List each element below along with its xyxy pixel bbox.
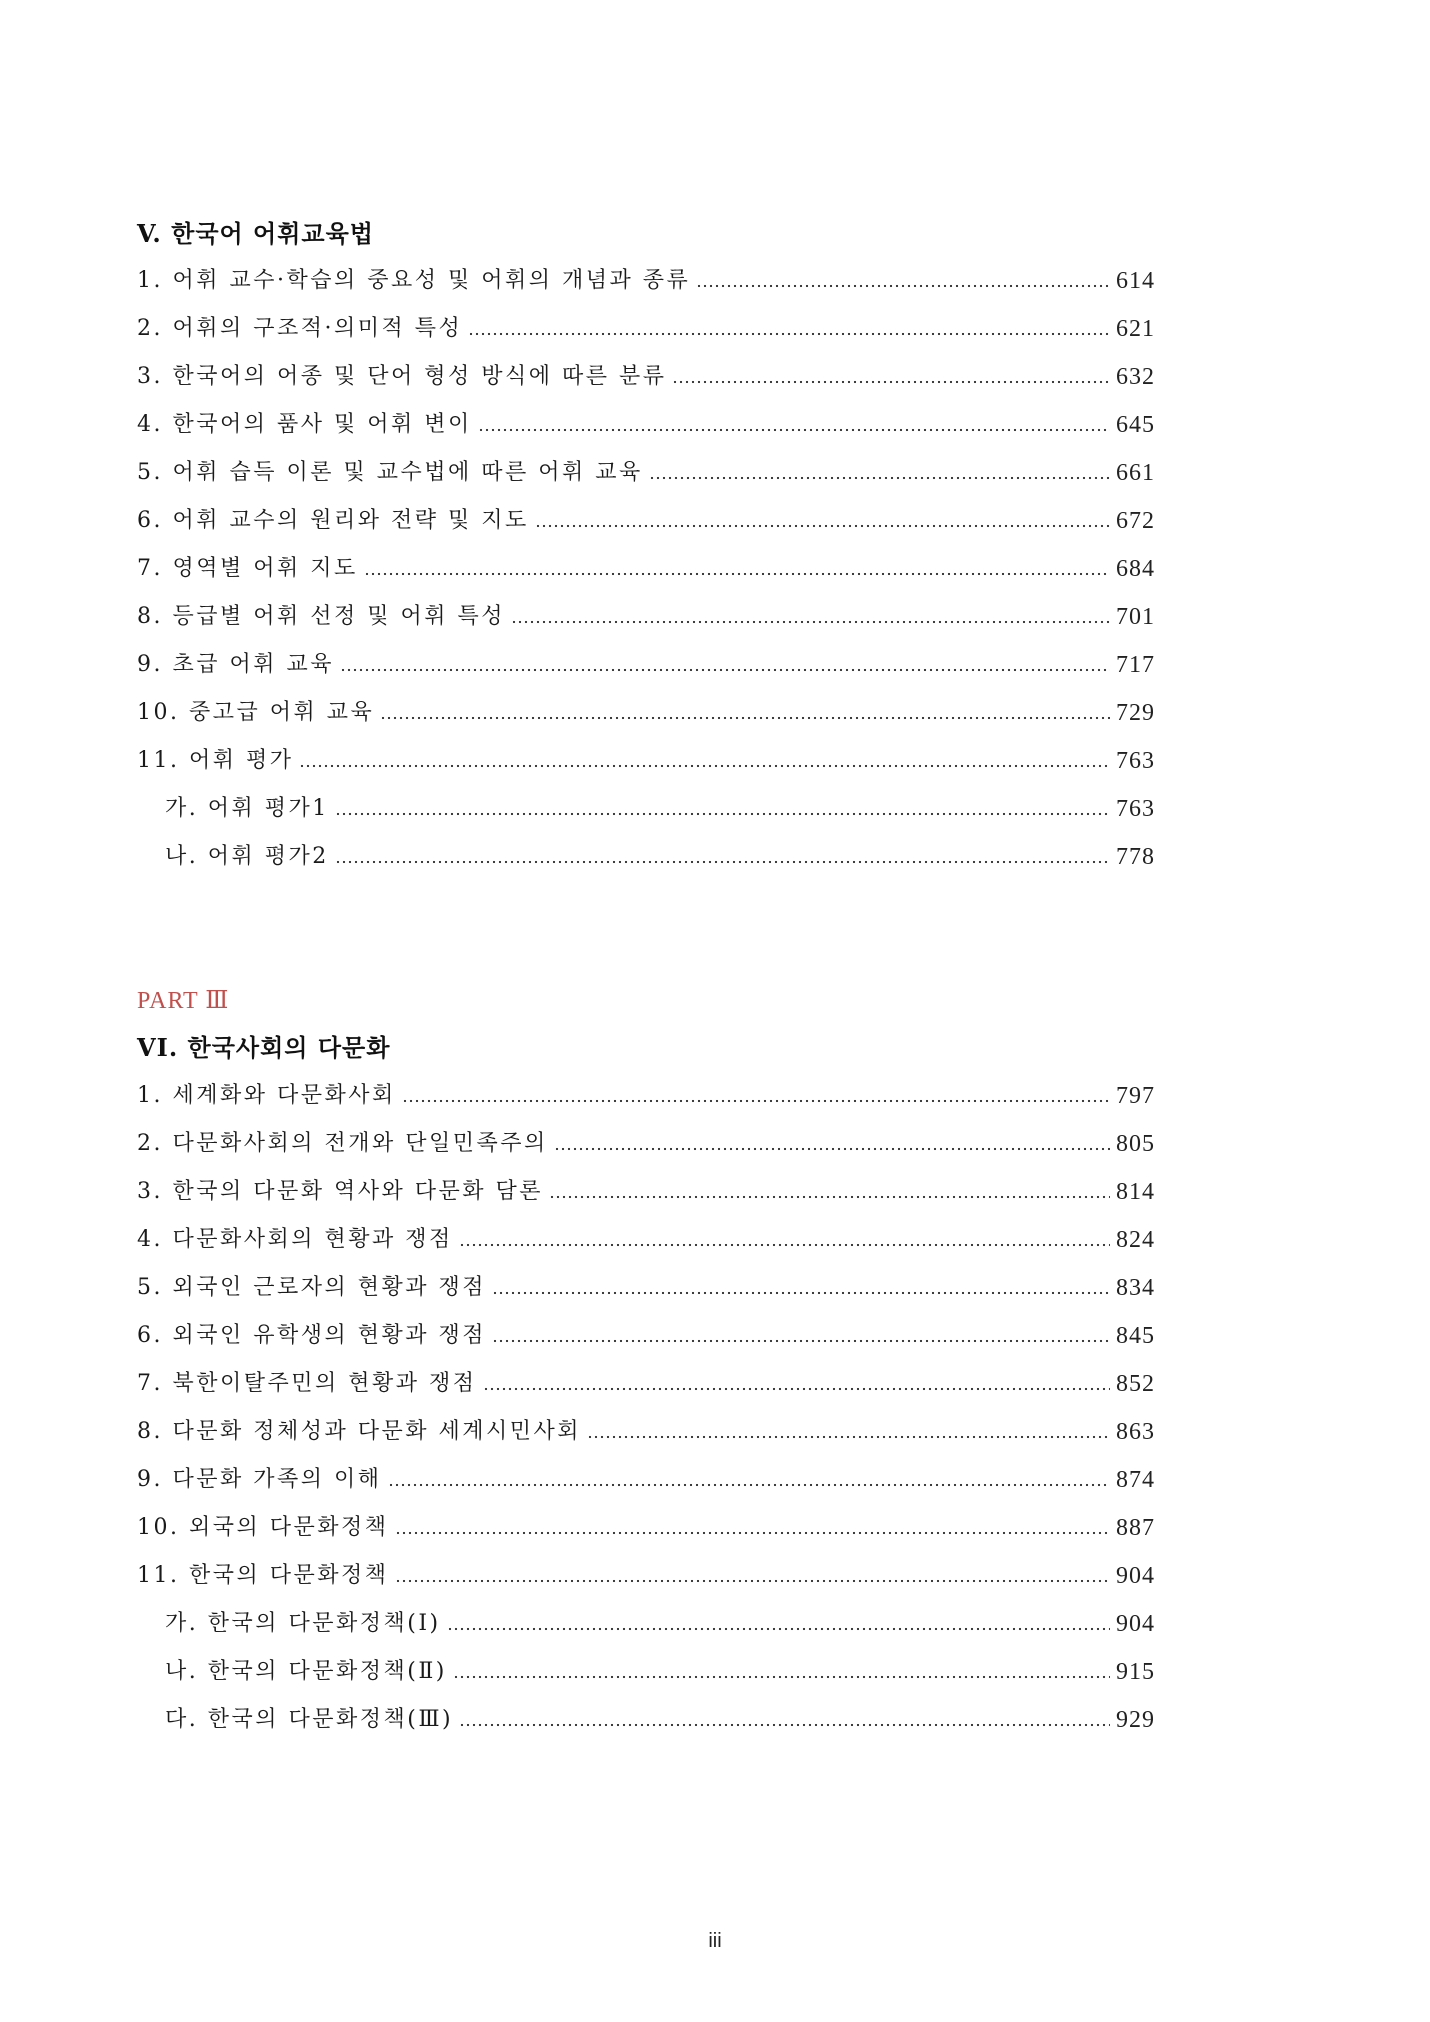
toc-entry[interactable] <box>137 1223 1155 1257</box>
toc-entry-page: 904 <box>1116 1563 1155 1589</box>
toc-entry-page: 915 <box>1116 1659 1155 1685</box>
toc-entry-page: 863 <box>1116 1419 1155 1445</box>
toc-entry-title: 4. 다문화사회의 현황과 쟁점 <box>137 1227 453 1252</box>
toc-entry-title: 나. 한국의 다문화정책(Ⅱ) <box>165 1659 447 1684</box>
toc-entry-title: 7. 영역별 어휘 지도 <box>137 556 358 581</box>
dot-leader <box>459 1242 1110 1248</box>
dot-leader <box>453 1674 1110 1680</box>
dot-leader <box>335 811 1110 817</box>
toc-entry[interactable] <box>137 312 1155 346</box>
section-heading-v: V. 한국어 어휘교육법 <box>137 219 374 248</box>
toc-entry-page: 672 <box>1116 508 1155 534</box>
dot-leader <box>696 283 1110 289</box>
toc-entry-title: 4. 한국어의 품사 및 어휘 변이 <box>137 412 472 437</box>
toc-entry-page: 763 <box>1116 748 1155 774</box>
toc-entry-page: 621 <box>1116 316 1155 342</box>
toc-entry-page: 929 <box>1116 1707 1155 1733</box>
toc-entry-title: 나. 어휘 평가2 <box>165 844 329 869</box>
toc-entry-title: 9. 초급 어휘 교육 <box>137 652 334 677</box>
toc-subentry[interactable] <box>165 1703 1155 1737</box>
toc-entry[interactable] <box>137 1415 1155 1449</box>
toc-entry-page: 645 <box>1116 412 1155 438</box>
toc-entry-title: 8. 등급별 어휘 선정 및 어휘 특성 <box>137 604 505 629</box>
dot-leader <box>587 1434 1110 1440</box>
toc-entry-title: 1. 어휘 교수·학습의 중요성 및 어휘의 개념과 종류 <box>137 268 691 293</box>
part-label: PART Ⅲ <box>137 988 230 1014</box>
dot-leader <box>511 619 1110 625</box>
toc-entry-page: 814 <box>1116 1179 1155 1205</box>
toc-entry-page: 845 <box>1116 1323 1155 1349</box>
toc-entry[interactable] <box>137 1127 1155 1161</box>
toc-entry-title: 11. 한국의 다문화정책 <box>137 1563 389 1588</box>
toc-subentry[interactable] <box>165 840 1155 874</box>
toc-entry-page: 874 <box>1116 1467 1155 1493</box>
toc-entry-title: 6. 어휘 교수의 원리와 전략 및 지도 <box>137 508 529 533</box>
toc-entry-title: 7. 북한이탈주민의 현황과 쟁점 <box>137 1371 477 1396</box>
dot-leader <box>388 1482 1111 1488</box>
toc-entry-page: 887 <box>1116 1515 1155 1541</box>
dot-leader <box>535 523 1110 529</box>
toc-entry[interactable] <box>137 1271 1155 1305</box>
section-heading-vi: VI. 한국사회의 다문화 <box>137 1033 391 1062</box>
toc-entry-page: 614 <box>1116 268 1155 294</box>
toc-entry[interactable] <box>137 504 1155 538</box>
dot-leader <box>459 1722 1110 1728</box>
toc-entry[interactable] <box>137 1559 1155 1593</box>
toc-entry-title: 10. 중고급 어휘 교육 <box>137 700 375 725</box>
dot-leader <box>492 1290 1110 1296</box>
toc-entry-title: 6. 외국인 유학생의 현황과 쟁점 <box>137 1323 486 1348</box>
toc-subentry[interactable] <box>165 1607 1155 1641</box>
toc-entry[interactable] <box>137 696 1155 730</box>
toc-entry-page: 904 <box>1116 1611 1155 1637</box>
dot-leader <box>478 427 1110 433</box>
toc-entry-title: 2. 어휘의 구조적·의미적 특성 <box>137 316 463 341</box>
dot-leader <box>672 379 1110 385</box>
toc-entry-title: 11. 어휘 평가 <box>137 748 294 773</box>
toc-subentry[interactable] <box>165 792 1155 826</box>
toc-entry-title: 가. 한국의 다문화정책(Ⅰ) <box>165 1611 441 1636</box>
toc-entry[interactable] <box>137 600 1155 634</box>
toc-entry[interactable] <box>137 264 1155 298</box>
dot-leader <box>492 1338 1110 1344</box>
dot-leader <box>364 571 1110 577</box>
toc-entry-page: 797 <box>1116 1083 1155 1109</box>
dot-leader <box>554 1146 1110 1152</box>
dot-leader <box>395 1578 1111 1584</box>
toc-entry-title: 5. 외국인 근로자의 현황과 쟁점 <box>137 1275 486 1300</box>
toc-entry-title: 1. 세계화와 다문화사회 <box>137 1083 396 1108</box>
toc-entry-title: 9. 다문화 가족의 이해 <box>137 1467 382 1492</box>
toc-entry[interactable] <box>137 1319 1155 1353</box>
toc-entry[interactable] <box>137 360 1155 394</box>
toc-entry[interactable] <box>137 1463 1155 1497</box>
toc-entry[interactable] <box>137 1079 1155 1113</box>
toc-entry-page: 661 <box>1116 460 1155 486</box>
toc-entry[interactable] <box>137 456 1155 490</box>
dot-leader <box>549 1194 1110 1200</box>
toc-entry-page: 632 <box>1116 364 1155 390</box>
toc-entry[interactable] <box>137 1367 1155 1401</box>
page-number: iii <box>708 1930 722 1952</box>
toc-entry[interactable] <box>137 744 1155 778</box>
toc-entry-title: 10. 외국의 다문화정책 <box>137 1515 389 1540</box>
toc-entry-title: 8. 다문화 정체성과 다문화 세계시민사회 <box>137 1419 581 1444</box>
toc-entry-title: 2. 다문화사회의 전개와 단일민족주의 <box>137 1131 548 1156</box>
dot-leader <box>395 1530 1111 1536</box>
toc-entry[interactable] <box>137 1511 1155 1545</box>
toc-entry-page: 763 <box>1116 796 1155 822</box>
toc-entry-page: 834 <box>1116 1275 1155 1301</box>
dot-leader <box>340 667 1110 673</box>
toc-entry-title: 3. 한국의 다문화 역사와 다문화 담론 <box>137 1179 543 1204</box>
toc-entry-page: 824 <box>1116 1227 1155 1253</box>
dot-leader <box>402 1098 1110 1104</box>
toc-entry-page: 729 <box>1116 700 1155 726</box>
dot-leader <box>447 1626 1110 1632</box>
toc-entry-page: 717 <box>1116 652 1155 678</box>
dot-leader <box>483 1386 1111 1392</box>
dot-leader <box>380 715 1110 721</box>
toc-entry-page: 778 <box>1116 844 1155 870</box>
toc-entry-page: 852 <box>1116 1371 1155 1397</box>
toc-entry-title: 가. 어휘 평가1 <box>165 796 329 821</box>
toc-entry-title: 3. 한국어의 어종 및 단어 형성 방식에 따른 분류 <box>137 364 667 389</box>
toc-entry[interactable] <box>137 552 1155 586</box>
toc-entry-page: 701 <box>1116 604 1155 630</box>
dot-leader <box>468 331 1110 337</box>
toc-entry-title: 다. 한국의 다문화정책(Ⅲ) <box>165 1707 454 1732</box>
toc-subentry[interactable] <box>165 1655 1155 1689</box>
toc-entry[interactable] <box>137 648 1155 682</box>
toc-entry-title: 5. 어휘 습득 이론 및 교수법에 따른 어휘 교육 <box>137 460 643 485</box>
toc-entry-page: 684 <box>1116 556 1155 582</box>
dot-leader <box>335 859 1110 865</box>
toc-entry[interactable] <box>137 1175 1155 1209</box>
toc-entry[interactable] <box>137 408 1155 442</box>
dot-leader <box>649 475 1110 481</box>
toc-entry-page: 805 <box>1116 1131 1155 1157</box>
dot-leader <box>299 763 1110 769</box>
